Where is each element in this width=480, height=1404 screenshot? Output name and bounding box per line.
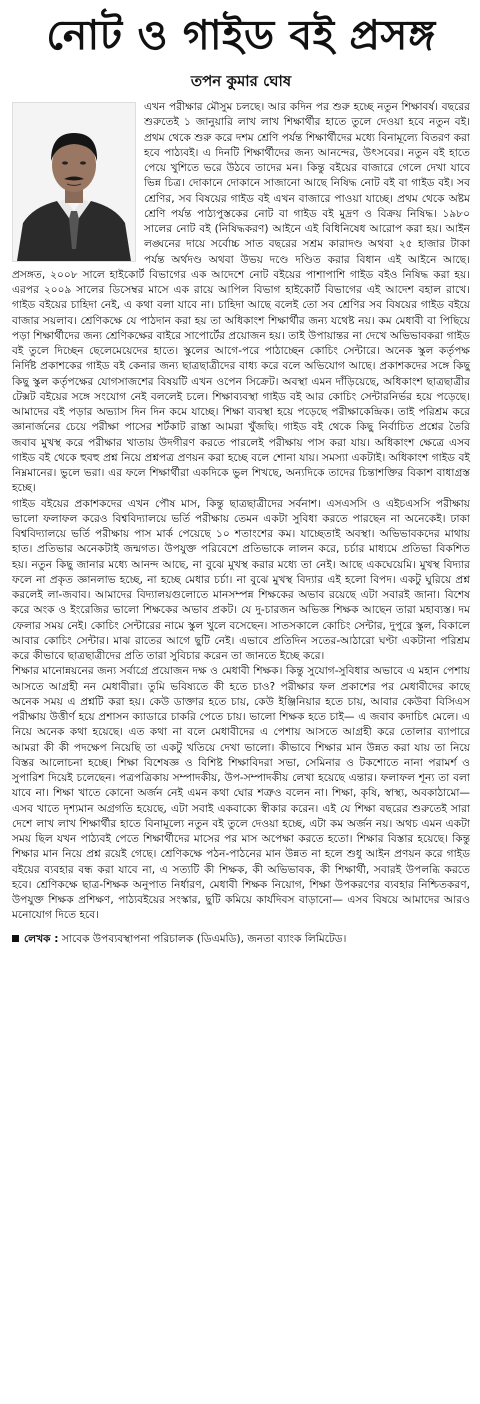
- author-note: [12, 932, 470, 947]
- author-note-text: সাবেক উপব্যবস্থাপনা পরিচালক (ডিএমডি), জনতা ব্যাংক লিমিটেড।: [61, 932, 347, 945]
- article-paragraph-3: শিক্ষার মানোন্নয়নের জন্য সর্বাগ্রে প্রয়োজন দক্ষ ও মেধাবী শিক্ষক। কিন্তু সুযোগ-সুবিধার অভাবে এ মহান পেশায় আসতে আগ্রহী নন মেধাবীরা। তুমি ভবিষ্যতে কী হতে চাও? পরীক্ষার ফল প্রকাশের পর মেধাবীদের কাছে অনেক সময় এ প্রশ্নটি করা হয়। কেউ ডাক্তার হতে চায়, কেউ ইঞ্জিনিয়ার হতে চায়, আবার কেউবা বিসিএস পরীক্ষায় উত্তীর্ণ হয়ে প্রশাসন ক্যাডারে চাকরি পেতে চায়। ভালো শিক্ষক হতে চাই— এ জবাব কদাচিৎ মেলে। এ নিয়ে অনেক কথা হয়েছে। এত কথা না বলে মেধাবীদের এ পেশায় আসতে আগ্রহী করে তোলার ব্যাপারে আমরা কী কী পদক্ষেপ নিয়েছি তা একটু খতিয়ে দেখা ভালো। কীভাবে শিক্ষার মান উন্নত করা যায় তা নিয়ে বিস্তর আলোচনা হচ্ছে। শিক্ষা বিশেষজ্ঞ ও বিশিষ্ট শিক্ষাবিদরা সভা, সেমিনার ও টকশোতে নানা পরামর্শ ও সুপারিশ দিয়েই চলেছেন। পত্রপত্রিকায় সম্পাদকীয়, উপ-সম্পাদকীয় লেখা হয়েছে এন্তার। ফলাফল শূন্য তা বলা যাবে না। শিক্ষা খাতে কোনো অর্জন নেই এমন কথা ঘোর শত্রুও বলেন না। শিক্ষা, কৃষি, স্বাস্থ্য, অবকাঠামো— এসব খাতে দৃশ্যমান অগ্রগতি হয়েছে, এটা সবাই একবাক্যে স্বীকার করেন। এই যে শিক্ষা বছরের শুরুতেই সারা দেশে লাখ লাখ শিক্ষার্থীর হাতে বিনামূল্যে নতুন বই তুলে দেওয়া হচ্ছে, এটা কম অর্জন নয়। অথচ এমন একটা সময় ছিল যখন পাঠ্যবই পেতে শিক্ষার্থীদের মাসের পর মাস অপেক্ষা করতে হতো। শিক্ষার বিস্তার হয়েছে। কিন্তু শিক্ষার মান নিয়ে প্রশ্ন রয়েই গেছে। শ্রেণিকক্ষে পঠন-পাঠনের মান উন্নত না হলে শুধু আইন প্রণয়ন করে গাইড বইয়ের ব্যবহার বন্ধ করা যাবে না, এ সত্যটি কী শিক্ষক, কী অভিভাবক, কী শিক্ষার্থী, সবারই উপলব্ধি করতে হবে। শ্রেণিকক্ষে ছাত্র-শিক্ষক অনুপাত নির্ধারণ, মেধাবী শিক্ষক নিয়োগ, শিক্ষা উপকরণের ব্যবহার নিশ্চিতকরণ, উপযুক্ত শিক্ষক প্রশিক্ষণ, পাঠ্যবইয়ের সংস্কার, ছুটি কমিয়ে কার্যদিবস বাড়ানো— এসব বিষয়ে আমাদের আরও মনোযোগ দিতে হবে।: [12, 665, 470, 922]
- article-headline: নোট ও গাইড বই প্রসঙ্গ: [46, 11, 436, 59]
- author-photo: [12, 102, 136, 262]
- article-body: [12, 100, 470, 924]
- article-byline: তপন কুমার ঘোষ: [190, 72, 292, 90]
- article-paragraph-2: গাইড বইয়ের প্রকাশকদের এখন পৌষ মাস, কিন্তু ছাত্রছাত্রীদের সর্বনাশ। এসএসসি ও এইচএসসি পরীক্ষায় ভালো ফলাফল করেও বিশ্ববিদ্যালয়ে ভর্তি পরীক্ষায় তেমন একটা সুবিধা করতে পারছেন না অনেকেই। ঢাকা বিশ্ববিদ্যালয়ে ভর্তি পরীক্ষায় পাস মার্ক পেয়েছে ১০ শতাংশের কম। যাচ্ছেতাই অবস্থা। অভিভাবকদের মাথায় হাত। প্রতিভার অনেকটাই জন্মগত। উপযুক্ত পরিবেশে প্রতিভাকে লালন করে, চর্চার মাধ্যমে প্রতিভা বিকশিত হয়। নতুন কিছু জানার মধ্যে আনন্দ আছে, না বুঝে মুখস্থ করার মধ্যে তা নেই। আছে একঘেয়েমি। মুখস্থ বিদ্যার ফলে না প্রকৃত জ্ঞানলাভ হচ্ছে, না হচ্ছে মেধার চর্চা। না বুঝে মুখস্থ বিদ্যার এই হলো বিপদ। একটু ঘুরিয়ে প্রশ্ন করলেই লা-জবাব। আমাদের বিদ্যালয়গুলোতে মানসম্পন্ন শিক্ষকের অভাব রয়েছে এটা সবারই জানা। বিশেষ করে অংক ও ইংরেজির ভালো শিক্ষকের অভাব প্রকট। যে দু-চারজন অভিজ্ঞ শিক্ষক আছেন তারা মহাব্যস্ত। দম ফেলার সময় নেই। কোচিং সেন্টারের নামে স্কুল খুলে বসেছেন। সাতসকালে কোচিং সেন্টার, দুপুরে স্কুল, বিকালে আবার কোচিং সেন্টার। মাঝ রাতের আগে ছুটি নেই। এভাবে প্রতিদিন সতের-আঠারো ঘণ্টা একটানা পরিশ্রম করে কীভাবে ছাত্রছাত্রীদের প্রতি তারা সুবিচার করেন তা জানতে ইচ্ছে করে।: [12, 497, 470, 662]
- article-paragraph-1: এখন পরীক্ষার মৌসুম চলছে। আর কদিন পর শুরু হচ্ছে নতুন শিক্ষাবর্ষ। বছরের শুরুতেই ১ জানুয়ারি লাখ লাখ শিক্ষার্থীর হাতে তুলে দেওয়া হবে নতুন বই। প্রথম থেকে শুরু করে দশম শ্রেণি পর্যন্ত শিক্ষার্থীদের মধ্যে বিনামূল্যে বিতরণ করা হবে পাঠ্যবই। এ দিনটি শিক্ষার্থীদের জন্য আনন্দের, উৎসবের। নতুন বই হাতে পেয়ে খুশিতে ভরে উঠবে তাদের মন। কিন্তু বইয়ের বাজারে গেলে দেখা যাবে ভিন্ন চিত্র। দোকানে দোকানে সাজানো আছে নিষিদ্ধ নোট বই বা গাইড বই। সব শ্রেণির, সব বিষয়ের গাইড বই এখন বাজারে পাওয়া যাচ্ছে। প্রথম থেকে অষ্টম শ্রেণি পর্যন্ত পাঠ্যপুস্তকের নোট বা গাইড বই মুদ্রণ ও বিক্রয় নিষিদ্ধ। ১৯৮০ সালের নোট বই (নিষিদ্ধকরণ) আইনে এই বিধিনিষেধ আরোপ করা হয়। আইন লঙ্ঘনের দায়ে সর্বোচ্চ সাত বছরের সশ্রম কারাদণ্ড অথবা ২৫ হাজার টাকা পর্যন্ত অর্থদণ্ড অথবা উভয় দণ্ডে দণ্ডিত করার বিধান এই আইনে আছে। প্রসঙ্গত, ২০০৮ সালে হাইকোর্ট বিভাগের এক আদেশে নোট বইয়ের পাশাপাশি গাইড বইও নিষিদ্ধ করা হয়। এরপর ২০০৯ সালের ডিসেম্বর মাসে এক রায়ে আপিল বিভাগ হাইকোর্ট বিভাগের এই আদেশ বহাল রাখে। গাইড বইয়ের চাহিদা নেই, এ কথা বলা যাবে না। চাহিদা আছে বলেই তো সব শ্রেণির সব বিষয়ের গাইড বইয়ে বাজার সয়লাব। শ্রেণিকক্ষে যে পাঠদান করা হয় তা অধিকাংশ শিক্ষার্থীর জন্য যথেষ্ট নয়। কম মেধাবী বা পিছিয়ে পড়া শিক্ষার্থীদের জন্য শ্রেণিকক্ষের বাইরে সাপোর্টের প্রয়োজন হয়। তাই উপায়ান্তর না দেখে অভিভাবকরা গাইড বই তুলে দিচ্ছেন ছেলেমেয়েদের হাতে। স্কুলের আগে-পরে পাঠাচ্ছেন কোচিং সেন্টারে। অনেক স্কুল কর্তৃপক্ষ নির্দিষ্ট প্রকাশকের গাইড বই কেনার জন্য ছাত্রছাত্রীদের বাধ্য করে বলে অভিযোগ আছে। প্রকাশকদের সঙ্গে কিছু কিছু স্কুল কর্তৃপক্ষের যোগসাজশের বিষয়টি এখন ওপেন সিক্রেট। অবস্থা এমন দাঁড়িয়েছে, অধিকাংশ ছাত্রছাত্রীর টেক্সট বইয়ের সঙ্গে সংযোগ নেই বললেই চলে। শিক্ষাব্যবস্থা গাইড বই আর কোচিং সেন্টারনির্ভর হয়ে পড়েছে। আমাদের বই পড়ার অভ্যাস দিন দিন কমে যাচ্ছে। শিক্ষা ব্যবস্থা হয়ে পড়েছে পরীক্ষাকেন্দ্রিক। তাই পরিশ্রম করে জ্ঞানার্জনের চেয়ে পরীক্ষা পাসের শর্টকাট রাস্তা আমরা খুঁজছি। গাইড বই থেকে কিছু নির্বাচিত প্রশ্নের তৈরি জবাব মুখস্থ করে পরীক্ষার খাতায় উদগীরণ করতে পারলেই পরীক্ষায় পাস করা যায়। অধিকাংশ ক্ষেত্রে এসব গাইড বই থেকে হুবহু প্রশ্ন নিয়ে প্রশ্নপত্র প্রণয়ন করা হচ্ছে বলে শোনা যায়। সমস্যা একটাই। অধিকাংশ গাইড বই নিম্নমানের। ভুলে ভরা। এর ফলে শিক্ষার্থীরা একদিকে ভুল শিখছে, অন্যদিকে তাদের চিন্তাশক্তির বিকাশ বাধাগ্রস্ত হচ্ছে।: [12, 101, 470, 495]
- author-note-label: লেখক :: [24, 932, 59, 945]
- square-bullet-icon: [12, 935, 19, 942]
